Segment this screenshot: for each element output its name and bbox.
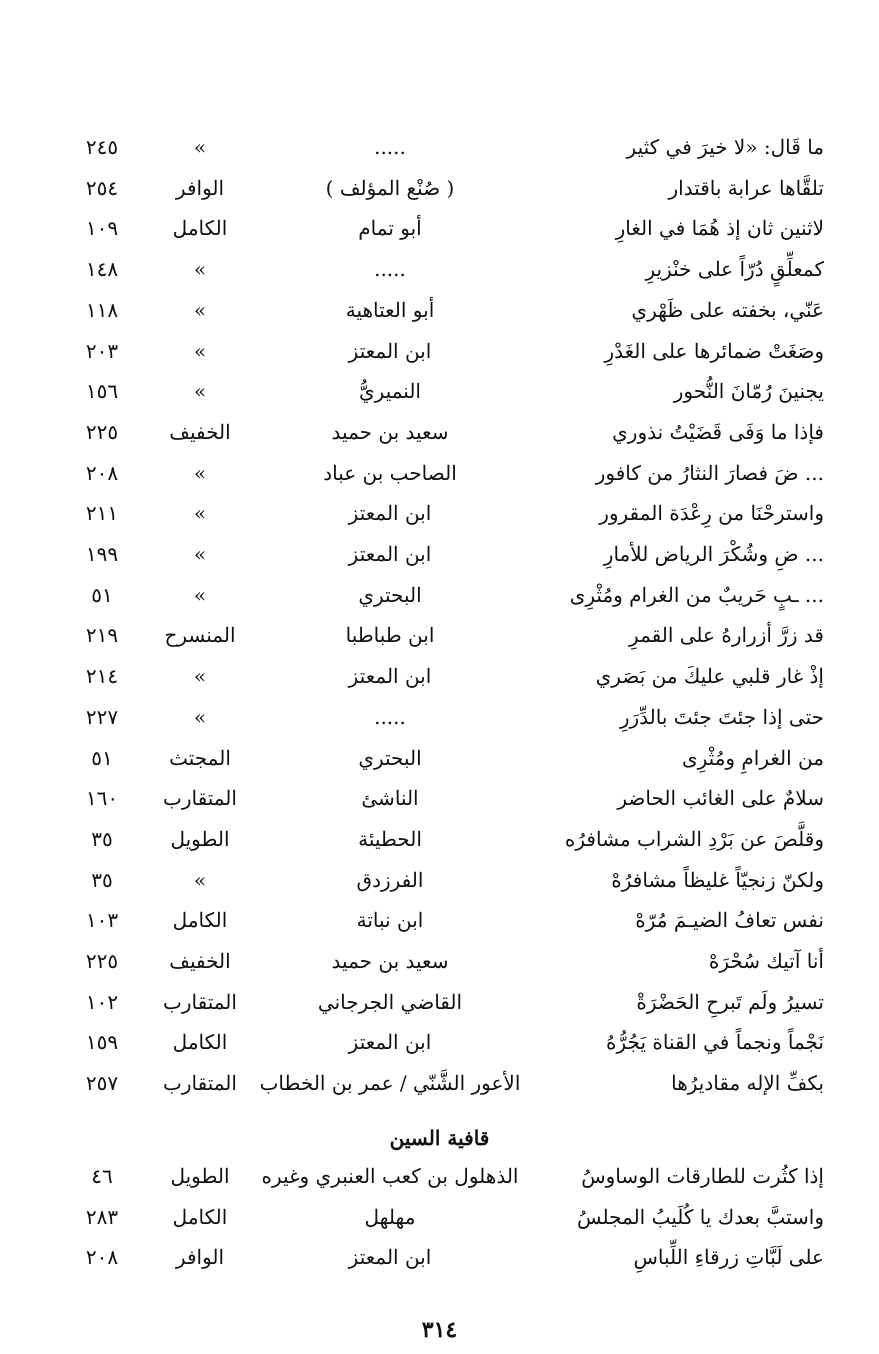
meter-name: » (193, 257, 207, 282)
index-row (0, 656, 879, 696)
page-ref: ٢٠٨ (85, 1245, 119, 1270)
page-ref: ١٠٣ (85, 908, 119, 933)
index-row (0, 697, 879, 737)
page-ref: ٣٥ (91, 826, 113, 851)
index-row (0, 534, 879, 574)
index-row (0, 208, 879, 248)
verse-text: بكفِّ الإله مقاديرُها (671, 1071, 824, 1096)
verse-text: نَجْماً ونجماً في القناة يَجُرُّهُ (606, 1030, 824, 1055)
meter-name: المجتث (169, 745, 231, 770)
index-row (0, 575, 879, 615)
meter-name: الوافر (175, 1245, 225, 1270)
poet-name: سعيد بن حميد (331, 419, 449, 444)
page-ref: ٢٥٧ (85, 1071, 119, 1096)
meter-name: المتقارب (163, 1071, 237, 1096)
meter-name: الخفيف (169, 419, 231, 444)
index-row (0, 1022, 879, 1062)
verse-text: ... ضَ فصارَ النثارُ من كافور (595, 460, 824, 485)
verse-text: عَنّي، بخفته على ظَهْري (631, 297, 824, 322)
page-ref: ٢١١ (85, 501, 119, 526)
poet-name: ..... (374, 135, 406, 159)
meter-name: الكامل (172, 1204, 228, 1229)
poet-name: ..... (374, 704, 406, 729)
meter-name: » (193, 338, 207, 363)
meter-name: » (193, 867, 207, 892)
verse-text: واسترحْنَا من رِعْدَة المقرور (599, 501, 824, 526)
poet-name: ابن المعتز (348, 1030, 432, 1055)
page-ref: ٣٥ (91, 867, 113, 892)
index-row (0, 127, 879, 167)
verse-text: حتى إذا جئتَ جئتَ بالدِّرَرِ (619, 704, 824, 729)
index-row (0, 168, 879, 208)
page-ref: ١٠٩ (85, 216, 119, 241)
page-ref: ١٥٦ (85, 379, 119, 404)
page-number: ٣١٤ (421, 1317, 458, 1343)
meter-name: الكامل (172, 908, 228, 933)
section-heading: قافية السين (389, 1126, 490, 1150)
verse-text: ... ـبٍ حَريبٌ من الغرام ومُثْرِى (569, 582, 824, 607)
meter-name: » (193, 460, 207, 485)
meter-name: المتقارب (163, 786, 237, 811)
meter-name: » (193, 379, 207, 404)
index-row (0, 860, 879, 900)
verse-text: وصَغَتْ ضمائرها على الغَدْرِ (604, 338, 824, 363)
index-row (0, 493, 879, 533)
poet-name: أبو العتاهية (345, 297, 435, 322)
meter-name: » (193, 582, 207, 607)
index-row (0, 1237, 879, 1277)
meter-name: » (193, 664, 207, 689)
index-row (0, 371, 879, 411)
verse-text: من الغرامِ ومُثْرِى (681, 745, 824, 770)
index-row (0, 819, 879, 859)
poet-name: مهلهل (364, 1204, 416, 1229)
page-ref: ١٩٩ (85, 542, 119, 566)
verse-text: ولكنّ زنجيّاً غليظاً مشافرُهْ (611, 867, 824, 892)
index-row (0, 1197, 879, 1237)
meter-name: » (193, 297, 207, 322)
meter-name: الطويل (170, 1164, 230, 1188)
index-row (0, 778, 879, 818)
page-ref: ٢٢٥ (85, 949, 119, 973)
poet-name: أبو تمام (358, 216, 422, 241)
poet-name: ابن المعتز (348, 542, 432, 566)
verse-text: واستبَّ بعدك يا كُلَيبُ المجلسُ (577, 1204, 824, 1229)
poet-name: النميريُّ (359, 379, 421, 404)
page-ref: ٥١ (91, 745, 113, 770)
poet-name: ( صُنْع المؤلف ) (325, 175, 455, 200)
poet-name: الأعور الشَّنّي / عمر بن الخطاب (259, 1071, 521, 1096)
page-ref: ٤٦ (91, 1164, 113, 1188)
poet-name: البحتري (358, 745, 422, 770)
index-row (0, 982, 879, 1022)
meter-name: المنسرح (164, 623, 236, 648)
page-ref: ١١٨ (85, 297, 119, 322)
poet-name: سعيد بن حميد (331, 949, 449, 973)
poet-name: ابن المعتز (348, 1245, 432, 1270)
verse-text: يجنينَ رُمّانَ النُّحور (673, 379, 824, 404)
poet-name: الذهلول بن كعب العنبري وغيره (261, 1164, 519, 1188)
verse-text: كمعلِّقٍ دُرّاً على خنْزيرِ (645, 257, 824, 282)
page-ref: ٢٥٤ (85, 175, 119, 200)
page-ref: ٢١٩ (85, 623, 119, 648)
page-ref: ٢٤٥ (85, 135, 119, 159)
verse-text: تلقَّاها عرابة باقتدار (668, 175, 824, 200)
page-ref: ٢٢٧ (85, 704, 119, 729)
poet-name: ابن نباتة (356, 908, 424, 933)
verse-text: وقلَّصَ عن بَرْدِ الشراب مشافرُه (564, 826, 824, 851)
verse-text: نفس تعافُ الضيـمَ مُرّهْ (635, 908, 824, 933)
index-row (0, 412, 879, 452)
poet-name: ابن المعتز (348, 338, 432, 363)
index-row (0, 1156, 879, 1196)
index-row (0, 1063, 879, 1103)
poet-name: الصاحب بن عباد (323, 460, 457, 485)
index-row (0, 941, 879, 981)
poet-name: ابن المعتز (348, 664, 432, 689)
index-row (0, 249, 879, 289)
page-ref: ٥١ (91, 582, 113, 607)
meter-name: الكامل (172, 216, 228, 241)
index-row (0, 738, 879, 778)
meter-name: » (193, 704, 207, 729)
verse-text: فإذا ما وَفَى قَضَيْتُ نذوري (612, 419, 824, 444)
verse-text: إذْ غار قلبي عليكَ من بَصَري (595, 664, 824, 689)
poet-name: ابن المعتز (348, 501, 432, 526)
verse-text: على لَبَّاتِ زرقاءِ اللِّباسِ (633, 1245, 824, 1270)
page-ref: ١٠٢ (85, 989, 119, 1014)
verse-text: قد زرَّ أزرارهُ على القمرِ (629, 623, 824, 648)
meter-name: الطويل (170, 826, 230, 851)
page-ref: ١٤٨ (85, 257, 119, 282)
index-row (0, 453, 879, 493)
poet-name: ..... (374, 257, 406, 282)
page-ref: ٢١٤ (85, 664, 119, 689)
verse-text: لاثنين ثان إذ هُمَا في الغارِ (615, 216, 824, 241)
meter-name: » (193, 135, 207, 159)
poet-name: الفرزدق (356, 867, 424, 892)
index-row (0, 615, 879, 655)
poet-name: البحتري (358, 582, 422, 607)
index-row (0, 331, 879, 371)
poet-name: القاضي الجرجاني (317, 989, 463, 1014)
meter-name: الوافر (175, 175, 225, 200)
verse-text: تسيرُ ولَم تَبرحِ الحَضْرَةْ (636, 989, 824, 1014)
poet-name: الحطيئة (358, 826, 422, 851)
meter-name: » (193, 542, 207, 566)
index-row (0, 900, 879, 940)
page-ref: ١٦٠ (85, 786, 119, 811)
meter-name: المتقارب (163, 989, 237, 1014)
poet-name: ابن طباطبا (345, 623, 435, 648)
verse-text: ... ضِ وشُكْرَ الرياض للأمارِ (603, 542, 824, 566)
page-ref: ٢٨٣ (85, 1204, 119, 1229)
verse-text: أنا آتيك سُحْرَهْ (708, 949, 824, 973)
verse-text: إذا كثُرت للطارقات الوساوسُ (581, 1164, 824, 1188)
page-ref: ٢٢٥ (85, 419, 119, 444)
meter-name: » (193, 501, 207, 526)
index-row (0, 290, 879, 330)
page-ref: ١٥٩ (85, 1030, 119, 1055)
page-ref: ٢٠٣ (85, 338, 119, 363)
meter-name: الخفيف (169, 949, 231, 973)
page-ref: ٢٠٨ (85, 460, 119, 485)
verse-text: سلامٌ على الغائب الحاضر (617, 786, 824, 811)
verse-text: ما قَال: «لا خيرَ في كثير (626, 135, 824, 159)
poet-name: الناشئ (361, 786, 419, 811)
meter-name: الكامل (172, 1030, 228, 1055)
